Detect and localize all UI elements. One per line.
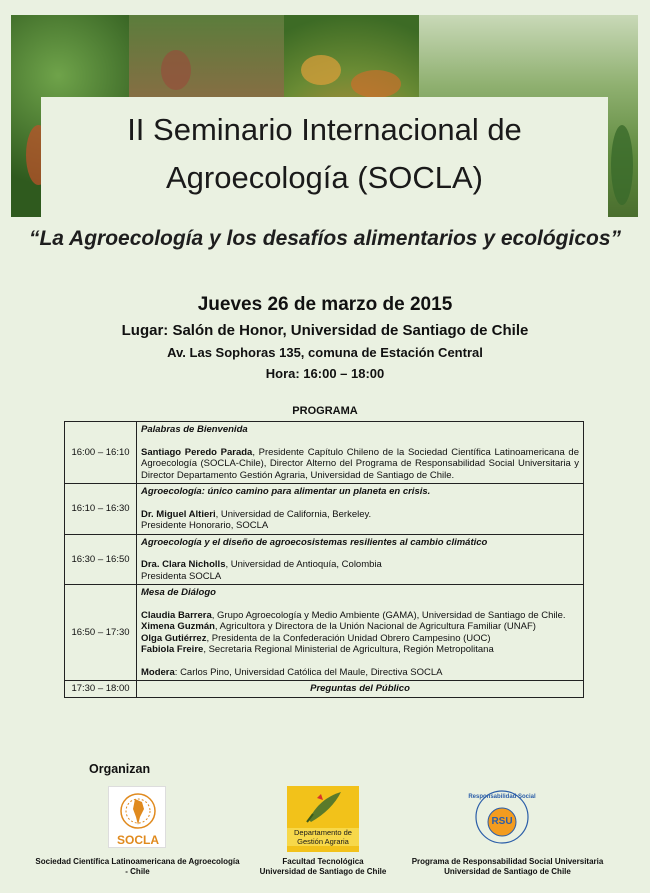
panelist — [141, 633, 579, 645]
speaker-role: Presidente Honorario, SOCLA — [141, 520, 269, 531]
table-row — [65, 484, 584, 535]
panelist-name: Fabiola Freire — [141, 644, 204, 655]
row-time: 16:30 – 16:50 — [65, 534, 137, 585]
speaker-name: Dr. Miguel Altieri — [141, 508, 216, 520]
socla-logo — [108, 786, 166, 848]
socla-word: SOCLA — [117, 833, 159, 847]
panelist — [141, 644, 579, 656]
row-section-title: Agroecología y el diseño de agroecosistemas resilientes al cambio climático — [141, 536, 488, 548]
event-location: Lugar: Salón de Honor, Universidad de Santiago de Chile — [121, 322, 529, 339]
panelist-name: Claudia Barrera — [141, 609, 212, 621]
speaker-role: Presidenta SOCLA — [141, 570, 222, 582]
gestion-agraria-logo — [287, 786, 359, 852]
table-row — [65, 585, 584, 681]
socla-caption-line-1: Sociedad Científica Latinoamericana de Agroecología — [35, 857, 240, 866]
event-address: Av. Las Sophoras 135, comuna de Estación Central — [167, 345, 483, 360]
dga-inner-text — [287, 828, 359, 846]
row-time: 16:10 – 16:30 — [65, 484, 137, 535]
program-heading: PROGRAMA — [292, 405, 358, 417]
row-time: 17:30 – 18:00 — [65, 681, 137, 698]
table-row — [65, 422, 584, 484]
row-section-title: Mesa de Diálogo — [141, 587, 216, 598]
speaker-affiliation: , Universidad de California, Berkeley. — [215, 508, 372, 520]
rsu-word: RSU — [491, 816, 513, 827]
rsu-caption-line-1: Programa de Responsabilidad Social Universitaria — [411, 857, 604, 866]
row-time: 16:00 – 16:10 — [65, 422, 137, 484]
dga-caption — [248, 857, 398, 877]
table-row — [65, 534, 584, 585]
speaker-name: Dra. Clara Nicholls — [141, 559, 226, 570]
title-line-2: Agroecología (SOCLA) — [165, 160, 484, 195]
panelist-name: Olga Gutiérrez — [141, 632, 207, 644]
row-speaker-detail — [141, 509, 579, 521]
leaf-emblem-icon — [287, 786, 359, 826]
row-description — [137, 585, 584, 681]
row-time: 16:50 – 17:30 — [65, 585, 137, 681]
socla-caption — [30, 857, 245, 877]
socla-caption-line-2: - Chile — [125, 867, 150, 876]
event-time: Hora: 16:00 – 18:00 — [265, 366, 385, 381]
row-speaker-detail — [141, 447, 579, 482]
moderator-detail: : Carlos Pino, Universidad Católica del Maule, Directiva SOCLA — [174, 666, 443, 678]
moderator — [141, 667, 579, 679]
panelist — [141, 610, 579, 622]
row-description — [137, 422, 584, 484]
dga-caption-line-1: Facultad Tecnológica — [282, 857, 364, 866]
dga-inner-line-1: Departamento de — [294, 828, 352, 837]
moderator-label: Modera — [141, 666, 175, 678]
event-date: Jueves 26 de marzo de 2015 — [197, 294, 453, 315]
rsu-ring-text: Responsabilidad Social — [468, 794, 536, 800]
table-row — [65, 681, 584, 698]
panelist-affiliation: , Presidenta de la Confederación Unidad Obrero Campesino (UOC) — [206, 632, 491, 644]
subtitle: “La Agroecología y los desafíos alimentarios y ecológicos” — [28, 227, 622, 250]
page-title — [41, 106, 608, 202]
panelist-affiliation: , Agricultora y Directora de la Unión Nacional de Agricultura Familiar (UNAF) — [214, 621, 536, 632]
row-description — [137, 484, 584, 535]
panelist-affiliation: , Secretaria Regional Ministerial de Agricultura, Región Metropolitana — [203, 644, 494, 655]
organizers-heading: Organizan — [89, 762, 151, 776]
dga-inner-line-2: Gestión Agraria — [297, 837, 349, 846]
row-description — [137, 534, 584, 585]
panelist — [141, 621, 579, 633]
row-section-title: Agroecología: único camino para alimentar un planeta en crisis. — [141, 486, 431, 497]
rsu-logo — [466, 786, 538, 848]
row-section-title: Preguntas del Público — [137, 681, 584, 698]
row-section-title: Palabras de Bienvenida — [141, 424, 248, 435]
panelist-affiliation: , Grupo Agroecología y Medio Ambiente (GAMA), Universidad de Santiago de Chile. — [211, 609, 566, 621]
program-table — [64, 421, 584, 698]
title-line-1: II Seminario Internacional de — [127, 112, 522, 147]
rsu-caption-line-2: Universidad de Santiago de Chile — [444, 867, 571, 876]
speaker-affiliation: , Universidad de Antioquía, Colombia — [225, 559, 382, 570]
rsu-caption — [400, 857, 615, 877]
speaker-name: Santiago Peredo Parada — [141, 446, 253, 458]
speaker-affiliation: , Presidente Capítulo Chileno de la Sociedad Científica Latinoamericana de Agroecología (SOCLA-Chile), Director Alterno del Programa de Responsabilidad Social Universitaria y Director Departamento Gestión Agraria, Universidad de Santiago de Chile. — [141, 446, 579, 481]
dga-caption-line-2: Universidad de Santiago de Chile — [259, 867, 387, 876]
panelist-name: Ximena Guzmán — [141, 621, 215, 632]
row-speaker-detail — [141, 559, 579, 571]
